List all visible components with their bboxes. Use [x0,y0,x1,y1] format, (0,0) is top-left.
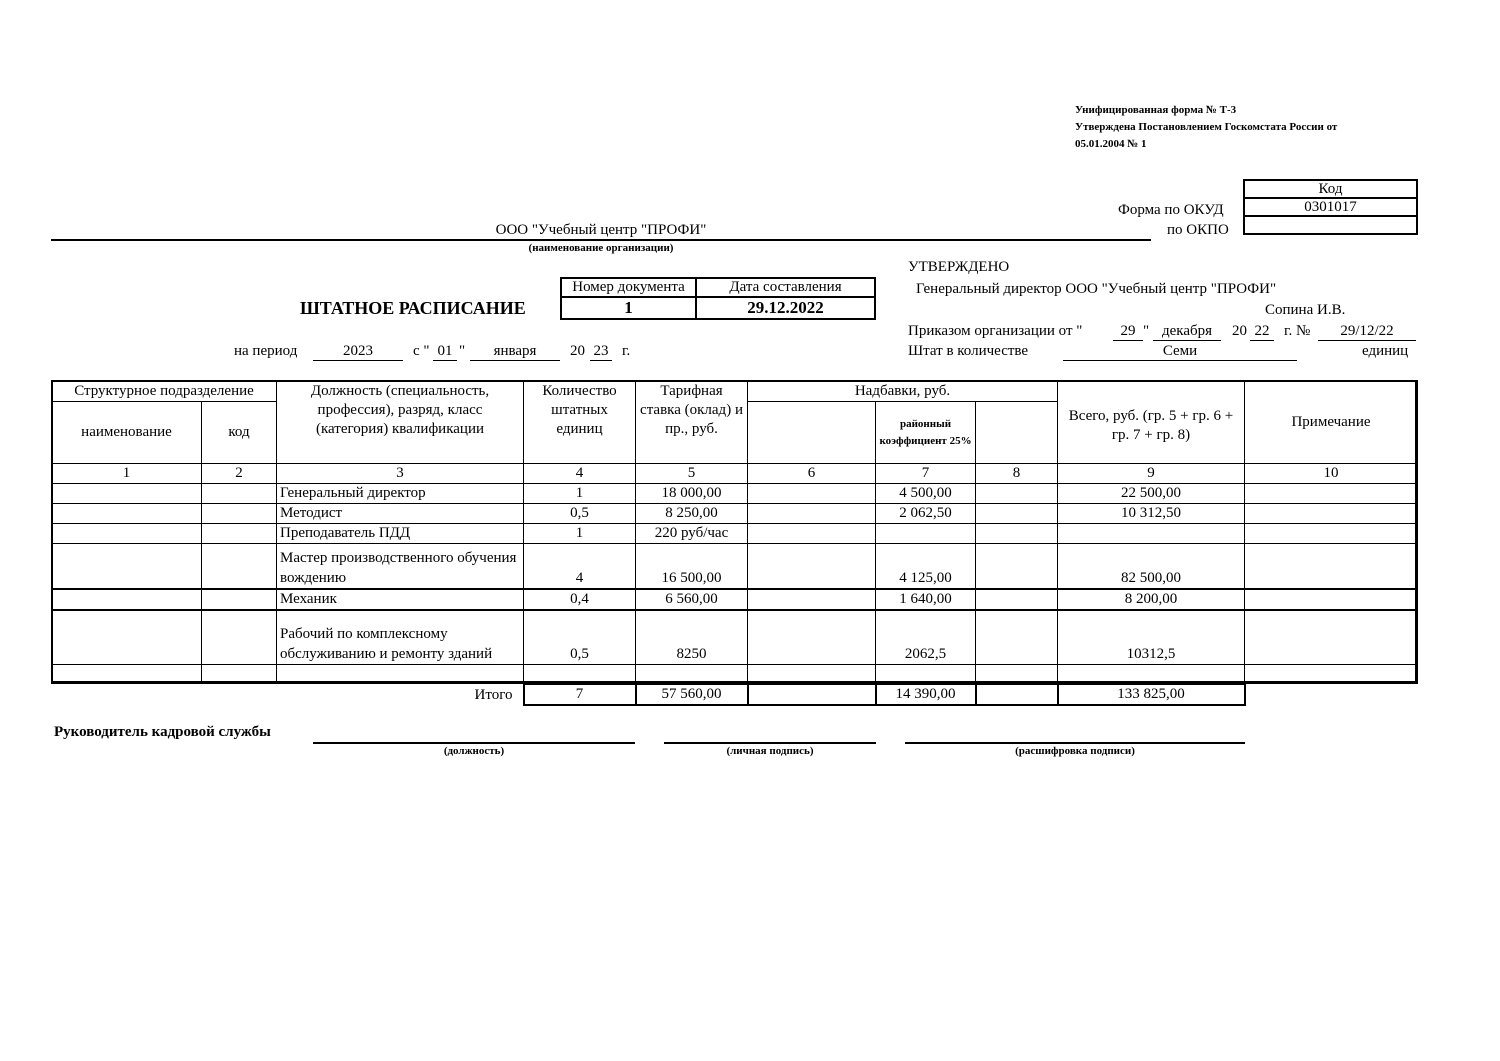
approval-position: Генеральный директор ООО "Учебный центр "ПРОФИ" [916,281,1277,297]
header-count: Количество штатных единиц [524,381,636,464]
header-allowance-6 [748,402,876,464]
staff-unit: единиц [1362,343,1409,359]
row-rate: 8 250,00 [636,504,748,524]
order-day: 29 [1113,322,1143,341]
row-count: 1 [524,484,636,504]
form-note-line2: Утверждена Постановлением Госкомстата России от [1075,121,1338,133]
order-month: декабря [1153,322,1221,341]
staff-table [51,380,1418,706]
period-month: января [470,342,560,361]
organization-underline [51,239,1151,241]
doc-date-label: Дата составления [696,278,875,297]
table-row-empty [52,665,1418,684]
document-box [560,277,876,320]
row-position: Методист [277,504,524,524]
row-rate: 18 000,00 [636,484,748,504]
period-yy: 23 [590,342,612,361]
row-rate: 8250 [636,610,748,665]
totals-count: 7 [524,684,636,705]
period-suffix: г. [622,343,631,359]
table-row [52,504,1418,524]
approval-signer: Сопина И.В. [1265,302,1346,318]
row-regional [876,524,976,544]
totals-rate: 57 560,00 [636,684,748,705]
signature-label: Руководитель кадровой службы [54,724,271,740]
header-allowance-8 [976,402,1058,464]
row-position: Преподаватель ПДД [277,524,524,544]
order-label: Приказом организации от " [908,323,1083,339]
table-row [52,484,1418,504]
order-century: 20 [1232,323,1247,339]
order-yy: 22 [1250,322,1274,341]
staff-label: Штат в количестве [908,343,1029,359]
row-position: Рабочий по комплексному обслуживанию и ремонту зданий [277,610,524,665]
period-from-label: с " [413,343,430,359]
okud-value: 0301017 [1244,198,1417,216]
header-total: Всего, руб. (гр. 5 + гр. 6 + гр. 7 + гр. 8) [1058,381,1245,464]
row-total: 82 500,00 [1058,544,1245,589]
period-year: 2023 [313,342,403,361]
row-rate: 220 руб/час [636,524,748,544]
totals-row [52,684,1418,705]
signature-decode-caption: (расшифровка подписи) [1015,745,1135,757]
period-day: 01 [433,342,457,361]
col-num: 1 [52,464,202,484]
row-total: 8 200,00 [1058,589,1245,610]
table-row [52,610,1418,665]
code-box [1243,179,1418,235]
form-note-line3: 05.01.2004 № 1 [1075,138,1147,150]
organization-name: ООО "Учебный центр "ПРОФИ" [495,222,707,238]
header-rate: Тарифная ставка (оклад) и пр., руб. [636,381,748,464]
doc-date: 29.12.2022 [696,297,875,319]
row-position: Генеральный директор [277,484,524,504]
row-count: 0,5 [524,504,636,524]
doc-number-label: Номер документа [561,278,696,297]
doc-number: 1 [561,297,696,319]
col-num: 2 [202,464,277,484]
order-number: 29/12/22 [1318,322,1416,341]
staff-value: Семи [1063,342,1297,361]
signature-sign-line [664,742,876,744]
row-regional: 2 062,50 [876,504,976,524]
col-num: 3 [277,464,524,484]
row-total [1058,524,1245,544]
organization-caption: (наименование организации) [528,242,674,254]
table-row [52,589,1418,610]
signature-position-caption: (должность) [443,745,505,757]
row-regional: 4 125,00 [876,544,976,589]
col-num: 7 [876,464,976,484]
period-quote: " [459,343,466,359]
okud-label: Форма по ОКУД [1118,202,1224,218]
header-allowances: Надбавки, руб. [748,381,1058,402]
header-regional: районный коэффициент 25% [876,402,976,464]
okpo-value [1244,216,1417,234]
column-numbers-row [52,464,1418,484]
header-note: Примечание [1245,381,1418,464]
table-row [52,524,1418,544]
order-year-suffix: г. № [1284,323,1311,339]
period-label: на период [234,343,298,359]
row-position: Механик [277,589,524,610]
row-regional: 4 500,00 [876,484,976,504]
table-row [52,544,1418,589]
row-count: 1 [524,524,636,544]
period-century: 20 [570,343,585,359]
signature-decode-line [905,742,1245,744]
order-quote: " [1143,323,1150,339]
row-count: 0,4 [524,589,636,610]
header-div-code: код [202,402,277,464]
header-division: Структурное подразделение [52,381,277,402]
row-regional: 1 640,00 [876,589,976,610]
col-num: 5 [636,464,748,484]
document-title: ШТАТНОЕ РАСПИСАНИЕ [300,298,526,318]
row-total: 10312,5 [1058,610,1245,665]
row-count: 4 [524,544,636,589]
col-num: 10 [1245,464,1418,484]
okpo-label: по ОКПО [1167,222,1229,238]
col-num: 6 [748,464,876,484]
totals-total: 133 825,00 [1058,684,1245,705]
row-regional: 2062,5 [876,610,976,665]
totals-label: Итого [277,684,524,705]
col-num: 9 [1058,464,1245,484]
col-num: 8 [976,464,1058,484]
row-total: 10 312,50 [1058,504,1245,524]
row-rate: 6 560,00 [636,589,748,610]
form-note-line1: Унифицированная форма № Т-3 [1075,104,1237,116]
code-header: Код [1244,180,1417,198]
signature-sign-caption: (личная подпись) [726,745,814,757]
signature-position-line [313,742,635,744]
totals-regional: 14 390,00 [876,684,976,705]
header-position: Должность (специальность, профессия), разряд, класс (категория) квалификации [277,381,524,464]
row-count: 0,5 [524,610,636,665]
col-num: 4 [524,464,636,484]
row-total: 22 500,00 [1058,484,1245,504]
row-rate: 16 500,00 [636,544,748,589]
header-div-name: наименование [52,402,202,464]
row-position: Мастер производственного обучения вождению [277,544,524,589]
approval-heading: УТВЕРЖДЕНО [908,259,1010,275]
